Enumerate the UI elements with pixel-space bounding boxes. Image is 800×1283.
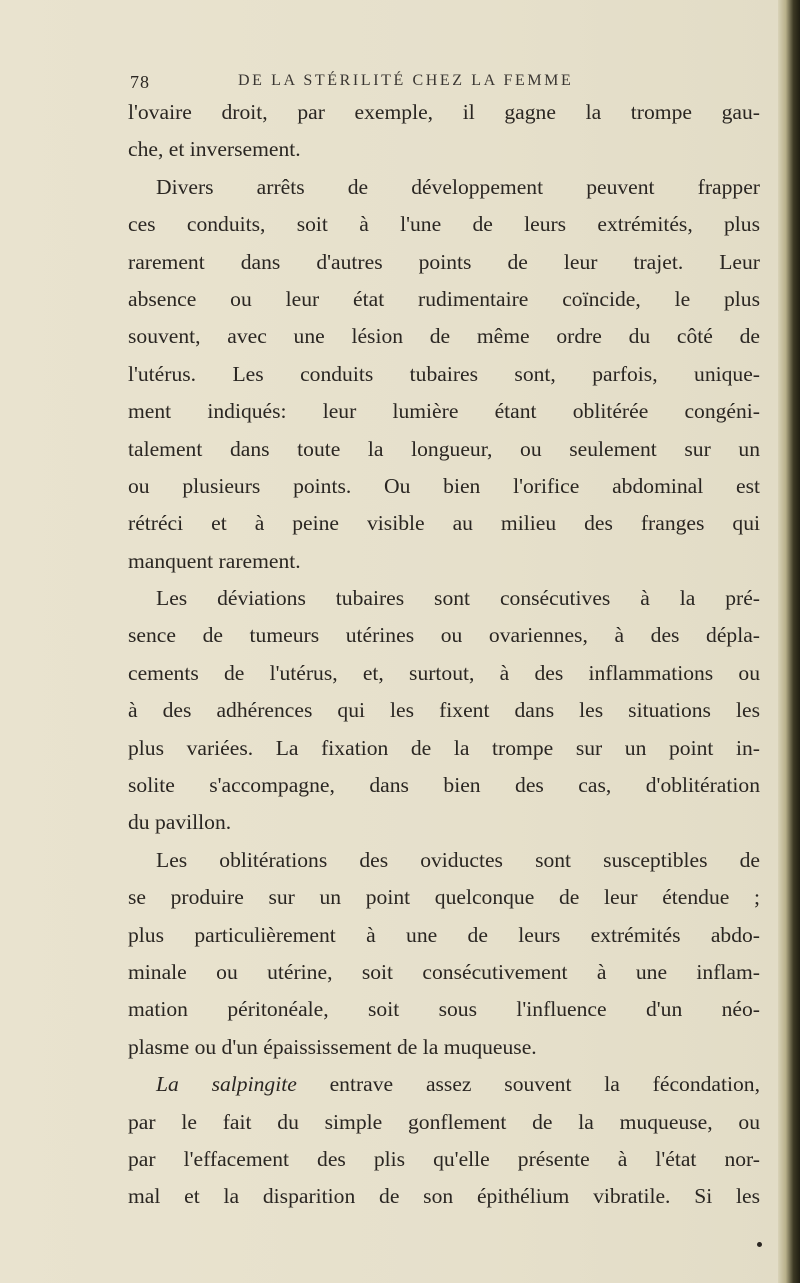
page-number: 78 <box>130 72 150 92</box>
page-edge-shadow <box>778 0 800 1283</box>
text-line: se produire sur un point quelconque de leur étendue ; <box>128 885 760 910</box>
body-text <box>128 94 760 1216</box>
text-line: absence ou leur état rudimentaire coïncide, le plus <box>128 286 760 311</box>
running-title: DE LA STÉRILITÉ CHEZ LA FEMME <box>238 72 574 89</box>
text-line: solite s'accompagne, dans bien des cas, d'oblitération <box>128 773 760 798</box>
text-line: cements de l'utérus, et, surtout, à des inflammations ou <box>128 660 760 685</box>
text-line: che, et inversement. <box>128 137 301 162</box>
text-line: plasme ou d'un épaississement de la muqueuse. <box>128 1034 537 1059</box>
page-header <box>130 72 750 96</box>
text-line: ment indiqués: leur lumière étant oblitérée congéni- <box>128 399 760 424</box>
text-line: l'ovaire droit, par exemple, il gagne la trompe gau- <box>128 100 760 124</box>
text-line: sence de tumeurs utérines ou ovariennes, à des dépla- <box>128 623 760 648</box>
text-line: mation péritonéale, soit sous l'influence d'un néo- <box>128 997 760 1022</box>
text-line-rest: entrave assez souvent la fécondation, <box>296 1072 760 1097</box>
text-line: talement dans toute la longueur, ou seulement sur un <box>128 436 760 461</box>
text-line: mal et la disparition de son épithélium vibratile. Si les <box>128 1184 760 1209</box>
text-line: Divers arrêts de développement peuvent frapper <box>156 174 760 199</box>
text-line: plus variées. La fixation de la trompe sur un point in- <box>128 735 760 760</box>
text-line: rétréci et à peine visible au milieu des franges qui <box>128 511 760 536</box>
text-line: minale ou utérine, soit consécutivement à une inflam- <box>128 959 760 984</box>
text-line: du pavillon. <box>128 810 232 835</box>
text-line: rarement dans d'autres points de leur trajet. Leur <box>128 249 760 274</box>
text-line: à des adhérences qui les fixent dans les situations les <box>128 698 760 723</box>
ink-speck <box>757 1242 762 1247</box>
italic-term: La salpingite <box>156 1072 297 1097</box>
text-line: manquent rarement. <box>128 548 301 573</box>
text-line: plus particulièrement à une de leurs extrémités abdo- <box>128 922 760 947</box>
text-line: par l'effacement des plis qu'elle présente à l'état nor- <box>128 1146 760 1171</box>
text-line: Les déviations tubaires sont consécutives à la pré- <box>156 586 760 611</box>
text-line: l'utérus. Les conduits tubaires sont, parfois, unique- <box>128 361 760 386</box>
text-line: ces conduits, soit à l'une de leurs extrémités, plus <box>128 212 760 237</box>
text-line: souvent, avec une lésion de même ordre du côté de <box>128 324 760 349</box>
text-line: par le fait du simple gonflement de la muqueuse, ou <box>128 1109 760 1134</box>
text-line: ou plusieurs points. Ou bien l'orifice abdominal est <box>128 473 760 498</box>
text-line: Les oblitérations des oviductes sont susceptibles de <box>156 847 760 872</box>
text-line <box>128 1066 760 1103</box>
